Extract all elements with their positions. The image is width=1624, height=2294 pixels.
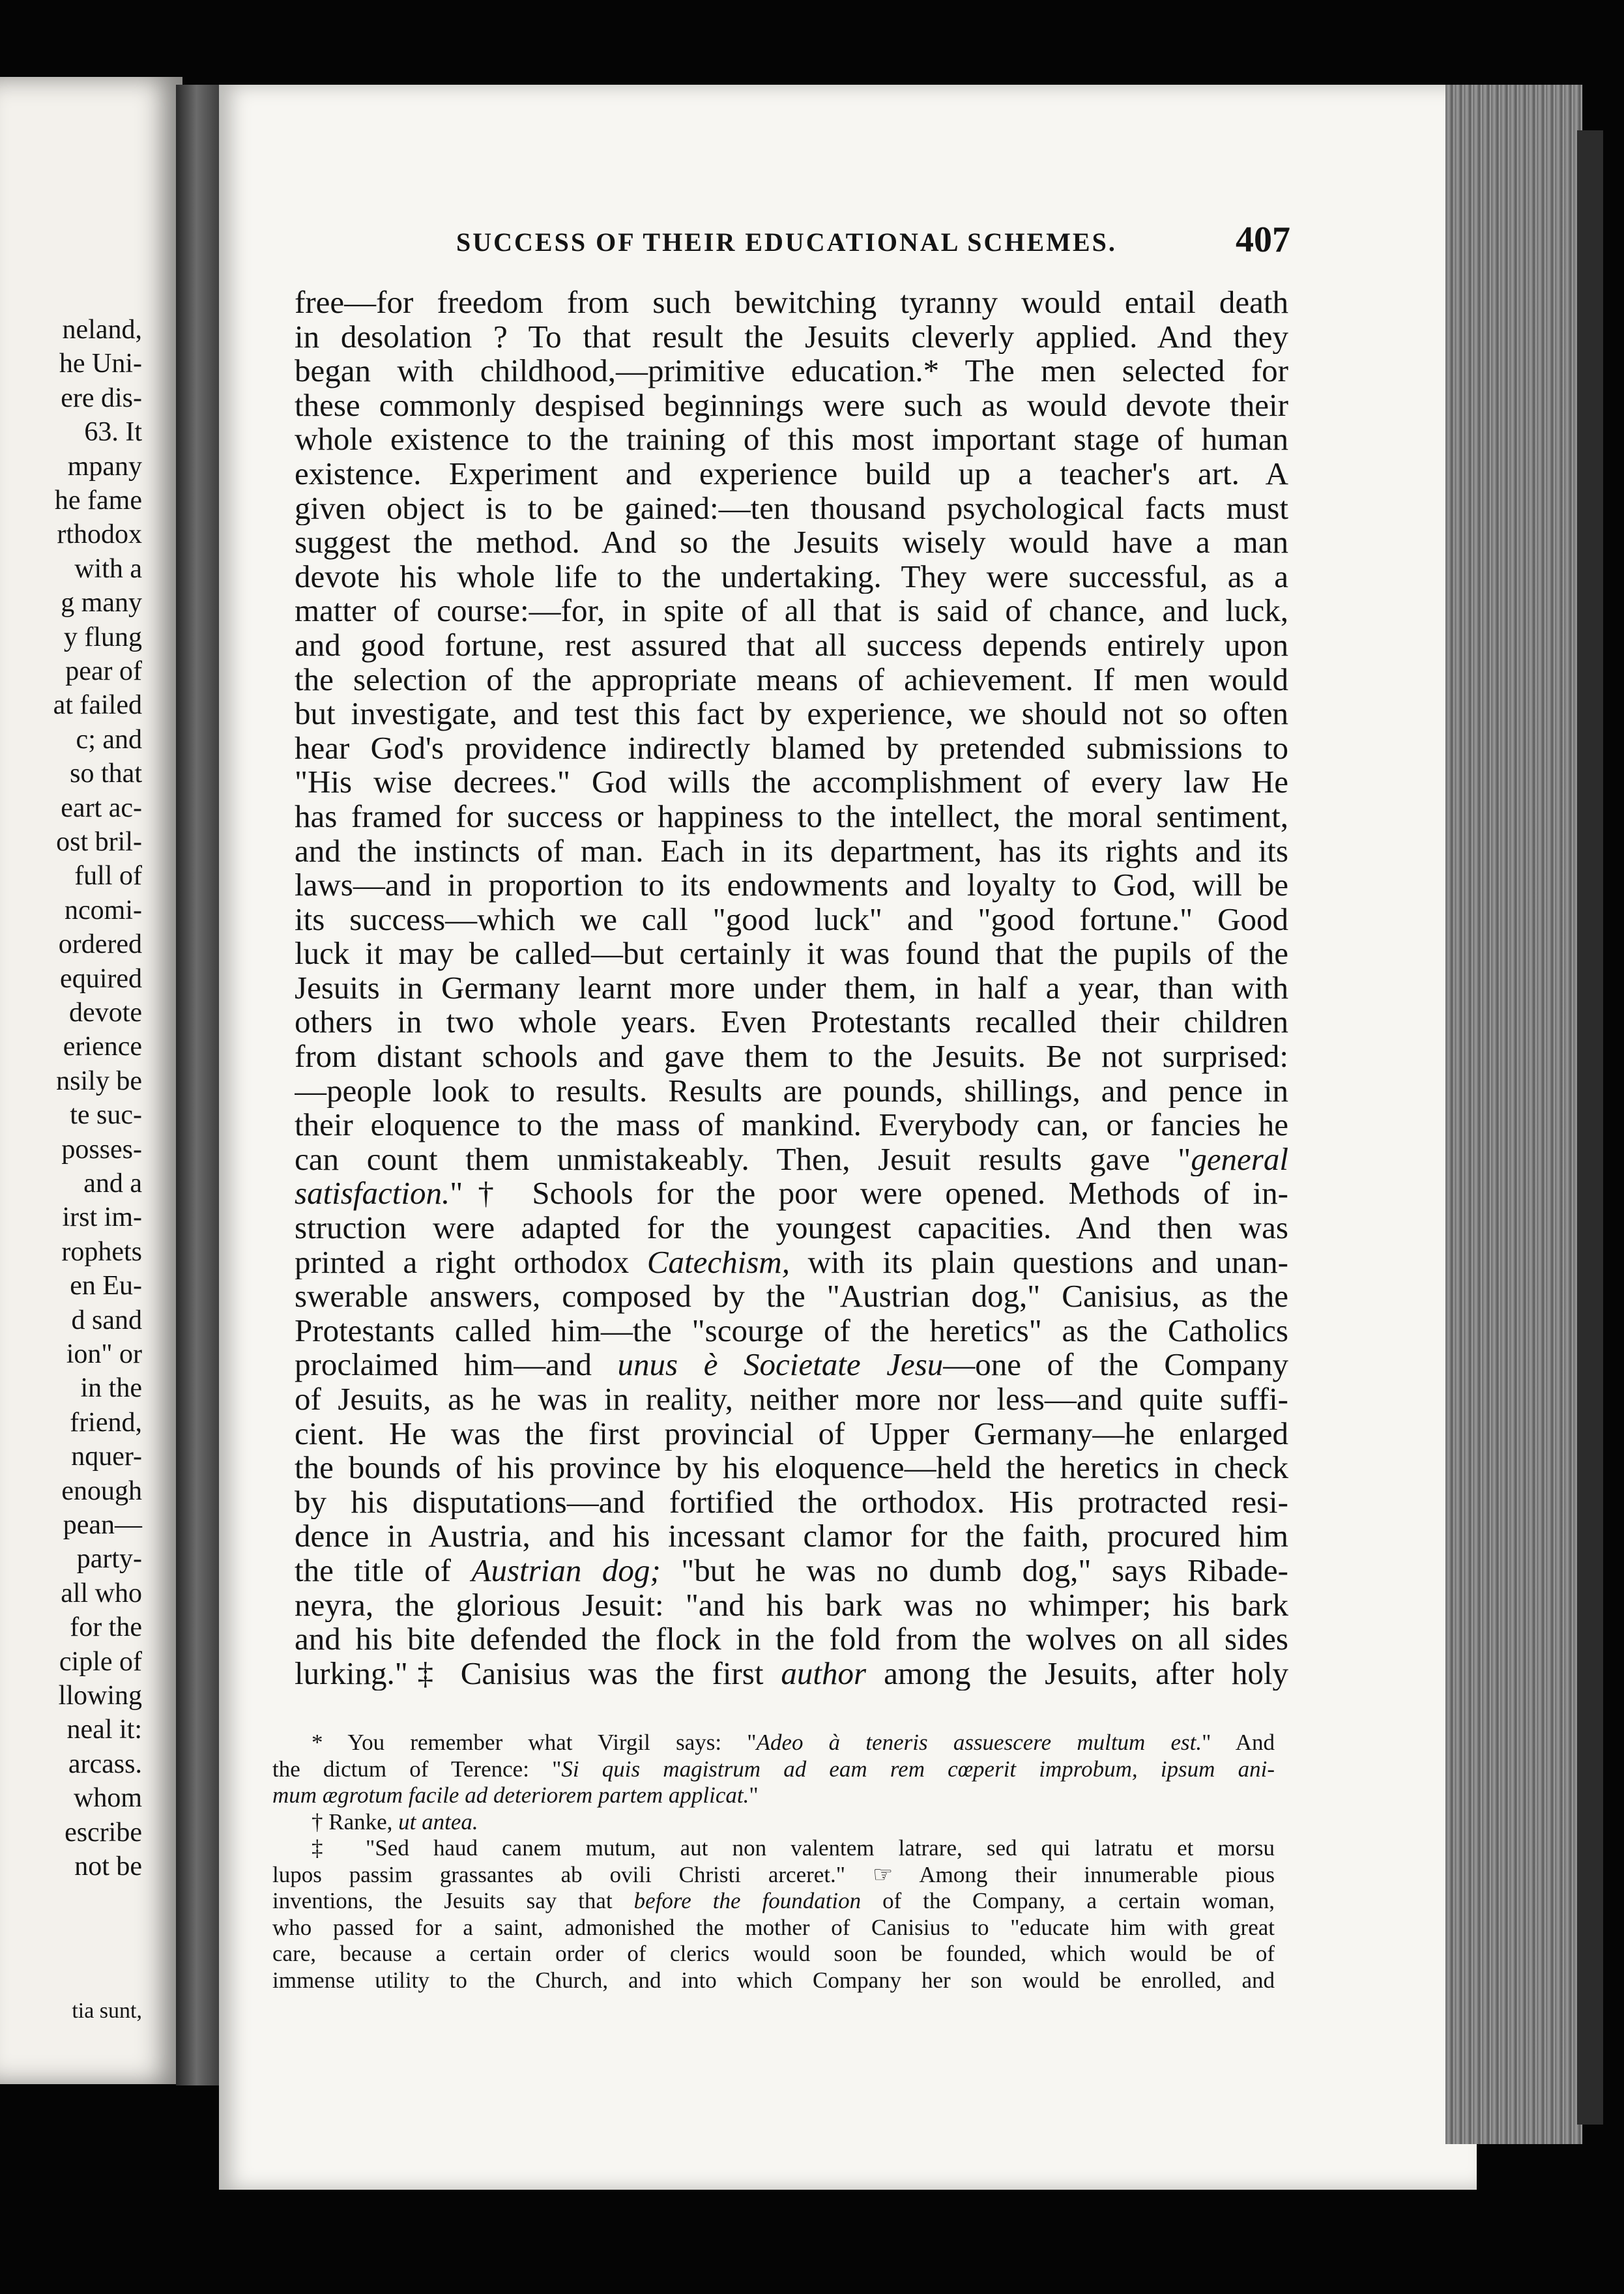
body-line: its success—which we call "good luck" and "good fortune." Good <box>295 902 1288 937</box>
left-page-line: eart ac- <box>61 792 142 823</box>
footnote-line: inventions, the Jesuits say that before the foundation of the Company, a certain woman, <box>272 1888 1275 1913</box>
left-page-line: whom <box>74 1783 142 1814</box>
body-line: proclaimed him—and unus è Societate Jesu—one of the Company <box>295 1348 1288 1382</box>
left-page-line: with a <box>74 553 142 584</box>
book-gutter <box>176 85 222 2085</box>
left-page-line: all who <box>61 1578 142 1608</box>
body-line: of Jesuits, as he was in reality, neither more nor less—and quite suffi- <box>295 1382 1288 1417</box>
body-line: dence in Austria, and his incessant clamor for the faith, procured him <box>295 1519 1288 1554</box>
footnote-line: † Ranke, ut antea. <box>312 1808 478 1835</box>
left-page-line: at failed <box>53 690 142 721</box>
body-text <box>295 285 1288 1691</box>
page-number: 407 <box>1236 220 1290 260</box>
body-line: and the instincts of man. Each in its department, has its rights and its <box>295 834 1288 869</box>
body-line: "His wise decrees." God wills the accomplishment of every law He <box>295 765 1288 800</box>
body-line: printed a right orthodox Catechism, with its plain questions and unan- <box>295 1245 1288 1280</box>
body-line: matter of course:—for, in spite of all that is said of chance, and luck, <box>295 594 1288 628</box>
body-line: Jesuits in Germany learnt more under them, in half a year, than with <box>295 970 1288 1006</box>
body-line: the bounds of his province by his eloquence—held the heretics in check <box>295 1451 1288 1485</box>
left-page-line: arcass. <box>68 1749 142 1779</box>
left-page-line: in the <box>80 1373 142 1404</box>
left-page-line: posses- <box>61 1134 142 1165</box>
left-page-line: pean— <box>63 1510 142 1540</box>
left-page-line: so that <box>70 759 142 789</box>
body-line: given object is to be gained:—ten thousand psychological facts must <box>295 491 1288 526</box>
left-page-line: ncomi- <box>65 895 142 925</box>
left-page-line: full of <box>74 861 142 892</box>
body-line: their eloquence to the mass of mankind. Everybody can, or fancies he <box>295 1108 1288 1142</box>
body-line: neyra, the glorious Jesuit: "and his bark was no whimper; his bark <box>295 1588 1288 1623</box>
body-line: devote his whole life to the undertaking. They were successful, as a <box>295 559 1288 594</box>
body-line: luck it may be called—but certainly it was found that the pupils of the <box>295 936 1288 971</box>
left-page-line: and a <box>83 1169 142 1198</box>
left-page-line: llowing <box>58 1681 142 1711</box>
left-page-line: mpany <box>67 451 142 482</box>
footnote-line: the dictum of Terence: "Si quis magistrum ad eam rem cœperit improbum, ipsum ani- <box>272 1756 1275 1782</box>
body-line: existence. Experiment and experience build up a teacher's art. A <box>295 456 1288 491</box>
body-line: and his bite defended the flock in the fold from the wolves on all sides <box>295 1622 1288 1657</box>
left-page-line: rophets <box>61 1236 142 1267</box>
footnote-line: * You remember what Virgil says: "Adeo à teneris assuescere multum est." And <box>312 1730 1275 1755</box>
left-page-line: ciple of <box>59 1646 142 1677</box>
body-line: lurking."‡ Canisius was the first author among the Jesuits, after holy <box>295 1656 1288 1691</box>
left-page-line: erience <box>63 1032 142 1062</box>
left-page-line: ost bril- <box>56 827 142 857</box>
left-page-line: ion" or <box>66 1339 142 1369</box>
body-line: began with childhood,—primitive education.* The men selected for <box>295 354 1288 388</box>
left-page-line: pear of <box>65 656 142 686</box>
left-page-line: party- <box>76 1544 142 1575</box>
body-line: swerable answers, composed by the "Austrian dog," Canisius, as the <box>295 1279 1288 1314</box>
body-line: others in two whole years. Even Protestants recalled their children <box>295 1005 1288 1040</box>
body-line: satisfaction."† Schools for the poor were opened. Methods of in- <box>295 1176 1288 1212</box>
left-page-line: 63. It <box>84 417 142 448</box>
left-page-line: he fame <box>54 486 142 515</box>
footnotes <box>272 1730 1275 1994</box>
left-page-line: escribe <box>65 1817 142 1848</box>
body-line: has framed for success or happiness to the intellect, the moral sentiment, <box>295 799 1288 834</box>
left-page-line: nsily be <box>56 1066 142 1096</box>
left-page-line: equired <box>60 963 142 994</box>
running-title: SUCCESS OF THEIR EDUCATIONAL SCHEMES. <box>456 227 1117 257</box>
left-page-footnote-fragment: tia sunt, <box>72 1999 142 2023</box>
footnote-line: lupos passim grassantes ab ovili Christi arceret." ☞ Among their innumerable pious <box>272 1861 1275 1887</box>
left-page-line: devote <box>69 998 142 1028</box>
body-line: laws—and in proportion to its endowments and loyalty to God, will be <box>295 868 1288 903</box>
left-page-line: rthodox <box>57 519 142 550</box>
left-page-line: g many <box>61 588 142 618</box>
body-line: but investigate, and test this fact by experience, we should not so often <box>295 697 1288 731</box>
body-line: whole existence to the training of this most important stage of human <box>295 422 1288 457</box>
left-page-line: he Uni- <box>59 349 142 379</box>
footnote-line: care, because a certain order of clerics would soon be founded, which would be of <box>272 1941 1275 1966</box>
body-line: the selection of the appropriate means of achievement. If men would <box>295 662 1288 697</box>
left-page-line: nquer- <box>71 1442 142 1472</box>
body-line: struction were adapted for the youngest capacities. And then was <box>295 1211 1288 1245</box>
body-line: the title of Austrian dog; "but he was no dumb dog," says Ribade- <box>295 1553 1288 1588</box>
left-page-line: irst im- <box>62 1202 142 1233</box>
page-edges-shadow <box>1577 130 1603 2125</box>
left-page-line: neal it: <box>66 1715 142 1745</box>
left-page-line: d sand <box>71 1305 142 1335</box>
left-page-line: ere dis- <box>61 383 142 413</box>
body-line: —people look to results. Results are pounds, shillings, and pence in <box>295 1073 1288 1109</box>
left-page-line: ordered <box>58 929 142 960</box>
body-line: by his disputations—and fortified the orthodox. His protracted resi- <box>295 1485 1288 1520</box>
page-edges <box>1445 85 1582 2144</box>
body-line: these commonly despised beginnings were such as would devote their <box>295 388 1288 423</box>
left-page-line: for the <box>70 1612 142 1643</box>
body-line: from distant schools and gave them to the Jesuits. Be not surprised: <box>295 1039 1288 1074</box>
left-page-line: te suc- <box>70 1100 142 1131</box>
left-page-line: not be <box>74 1851 142 1881</box>
body-line: Protestants called him—the "scourge of the heretics" as the Catholics <box>295 1313 1288 1348</box>
footnote-line: mum ægrotum facile ad deteriorem partem applicat." <box>272 1782 759 1808</box>
left-page-line: neland, <box>62 315 142 345</box>
body-line: and good fortune, rest assured that all success depends entirely upon <box>295 628 1288 663</box>
body-line: hear God's providence indirectly blamed by pretended submissions to <box>295 731 1288 766</box>
left-page-line: c; and <box>76 724 142 755</box>
body-line: in desolation ? To that result the Jesuits cleverly applied. And they <box>295 319 1288 355</box>
footnote-line: ‡ "Sed haud canem mutum, aut non valentem latrare, sed qui latratu et morsu <box>312 1835 1275 1861</box>
footnote-line: immense utility to the Church, and into which Company her son would be enrolled, and <box>272 1967 1275 1993</box>
footnote-line: who passed for a saint, admonished the mother of Canisius to "educate him with great <box>272 1914 1275 1940</box>
left-page-line: en Eu- <box>70 1271 142 1301</box>
body-line: suggest the method. And so the Jesuits wisely would have a man <box>295 525 1288 560</box>
running-header <box>456 220 1290 279</box>
left-facing-page <box>0 77 182 2084</box>
left-page-line: y flung <box>63 622 142 652</box>
left-page-line: friend, <box>70 1407 142 1438</box>
body-line: free—for freedom from such bewitching tyranny would entail death <box>295 285 1288 320</box>
left-page-line: enough <box>61 1475 142 1506</box>
body-line: cient. He was the first provincial of Upper Germany—he enlarged <box>295 1416 1288 1451</box>
body-line: can count them unmistakeably. Then, Jesuit results gave "general <box>295 1142 1288 1177</box>
